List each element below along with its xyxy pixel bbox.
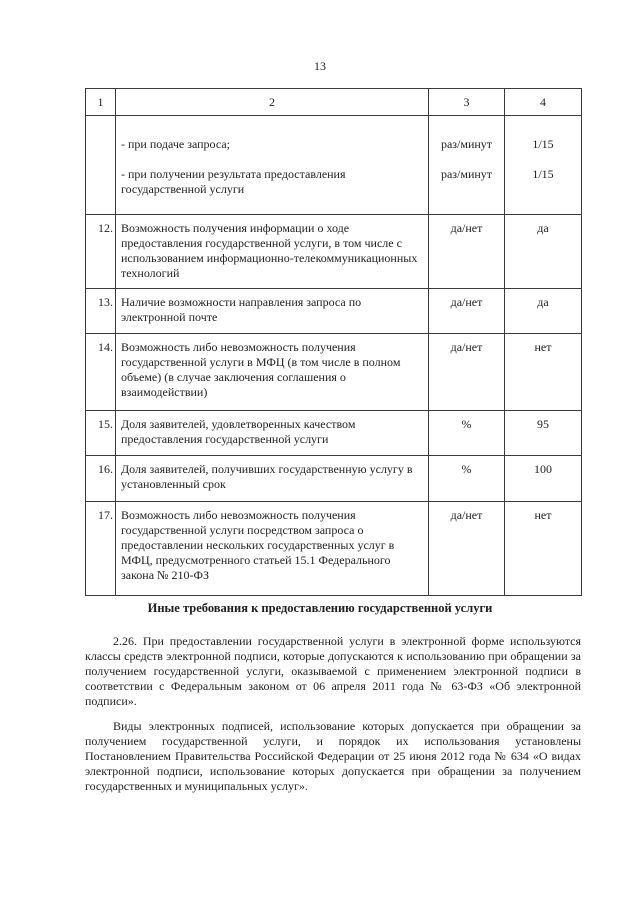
- page-number: 13: [314, 59, 326, 73]
- row-number: 16.: [86, 456, 116, 502]
- row-description: Возможность получения информации о ходе предоставления государственной услуги, в том числе с использованием информационно-телекоммуникационных технологий: [116, 215, 429, 289]
- sub-item-text: - при подаче запроса;: [121, 137, 230, 151]
- row-value: 100: [505, 456, 582, 502]
- column-header-4: 4: [505, 89, 582, 116]
- row-description: Наличие возможности направления запроса по электронной почте: [116, 289, 429, 334]
- paragraph-text: 2.26. При предоставлении государственной услуги в электронной форме используются классы средств электронной подписи, которые допускаются к использованию при обращении за получением государственной услуги, оказываемой с применением электронной подписи в соответствии с Федеральным законом от 06 апреля 2011 года № 63-ФЗ «Об электронной подписи».: [85, 634, 581, 708]
- sub-item-unit: раз/минут: [440, 167, 493, 181]
- sub-item-value: 1/15: [532, 167, 554, 181]
- paragraph-text: Виды электронных подписей, использование которых допускается при обращении за получением государственной услуги, и порядок их использования установлены Постановлением Правительства Российской Федерации от 25 июня 2012 года № 634 «О видах электронной подписи, использование которых допускается при обращении за получением государственных и муниципальных услуг».: [85, 719, 581, 793]
- row-value: да: [505, 215, 582, 289]
- row-value: да: [505, 289, 582, 334]
- table-row: [86, 116, 582, 215]
- sub-item-value: 1/15: [532, 137, 554, 151]
- row-unit: да/нет: [429, 334, 505, 411]
- column-header-1: 1: [86, 89, 116, 116]
- row-description: [116, 116, 429, 215]
- row-value: нет: [505, 334, 582, 411]
- table-row: [86, 502, 582, 596]
- indicators-table: [85, 88, 582, 596]
- table-row: [86, 215, 582, 289]
- sub-item-text: - при получении результата предоставления государственной услуги: [121, 167, 346, 196]
- row-description: Доля заявителей, удовлетворенных качеством предоставления государственной услуги: [116, 411, 429, 456]
- row-unit: %: [429, 411, 505, 456]
- row-number: 15.: [86, 411, 116, 456]
- row-description: Возможность либо невозможность получения государственной услуги посредством запроса о предоставлении нескольких государственных услуг в МФЦ, предусмотренного статьей 15.1 Федерального закона № 210-ФЗ: [116, 502, 429, 596]
- paragraph: [85, 719, 581, 794]
- section-title: Иные требования к предоставлению государственной услуги: [147, 601, 493, 615]
- table-row: [86, 289, 582, 334]
- row-unit: да/нет: [429, 502, 505, 596]
- row-number: [86, 116, 116, 215]
- column-header-3: 3: [429, 89, 505, 116]
- row-number: 13.: [86, 289, 116, 334]
- row-unit: да/нет: [429, 215, 505, 289]
- row-description: Возможность либо невозможность получения государственной услуги в МФЦ (в том числе в полном объеме) (в случае заключения соглашения о взаимодействии): [116, 334, 429, 411]
- row-unit: да/нет: [429, 289, 505, 334]
- table-row: [86, 334, 582, 411]
- row-unit: %: [429, 456, 505, 502]
- paragraph: [85, 634, 581, 709]
- table-header-row: [86, 89, 582, 116]
- row-unit: [429, 116, 505, 215]
- table-row: [86, 456, 582, 502]
- table-row: [86, 411, 582, 456]
- row-number: 17.: [86, 502, 116, 596]
- row-value: нет: [505, 502, 582, 596]
- row-description: Доля заявителей, получивших государственную услугу в установленный срок: [116, 456, 429, 502]
- row-number: 12.: [86, 215, 116, 289]
- row-number: 14.: [86, 334, 116, 411]
- row-value: 95: [505, 411, 582, 456]
- column-header-2: 2: [116, 89, 429, 116]
- row-value: [505, 116, 582, 215]
- sub-item-unit: раз/минут: [440, 137, 493, 151]
